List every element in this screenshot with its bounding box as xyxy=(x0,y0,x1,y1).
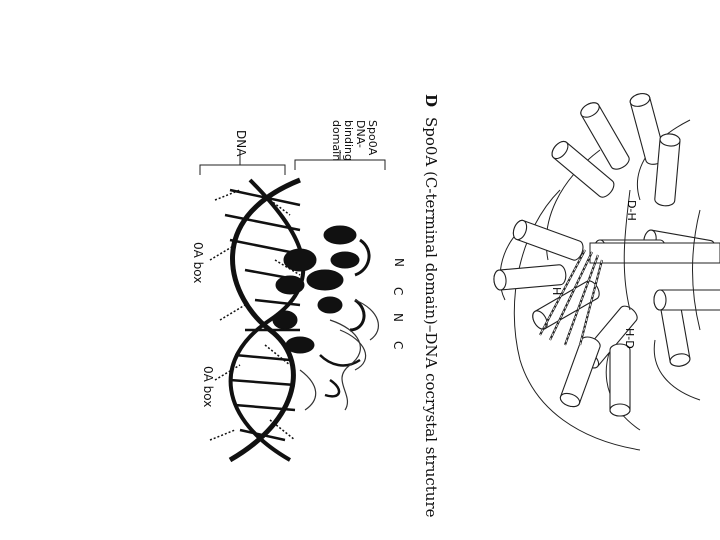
oa-box-label-left: 0A box xyxy=(191,242,205,284)
panel-title xyxy=(422,94,440,518)
domain-label-line-4: domain xyxy=(330,120,343,162)
helix-label-3: H-D xyxy=(623,328,636,349)
protein-cylinder-cartoon xyxy=(493,92,720,450)
domain-label-line-1: Spo0A xyxy=(366,120,379,156)
dna-label: DNA xyxy=(234,130,248,157)
panel-letter: D xyxy=(422,94,440,108)
terminus-n-1: N xyxy=(392,258,406,267)
domain-label-line-2: DNA- xyxy=(354,120,367,148)
terminus-n-2: N xyxy=(391,313,405,322)
panel-title-text: Spo0A (C-terminal domain)–DNA cocrystal structure xyxy=(422,117,440,518)
oa-box-label-right: 0A box xyxy=(201,366,215,408)
domain-label-line-3: binding xyxy=(342,120,355,162)
helix-label-1: D-H xyxy=(625,200,638,221)
helix-label-2: H xyxy=(550,287,563,296)
dna-bracket xyxy=(200,155,285,175)
terminus-c-1: C xyxy=(391,287,405,296)
terminus-c-2: C xyxy=(391,341,405,350)
